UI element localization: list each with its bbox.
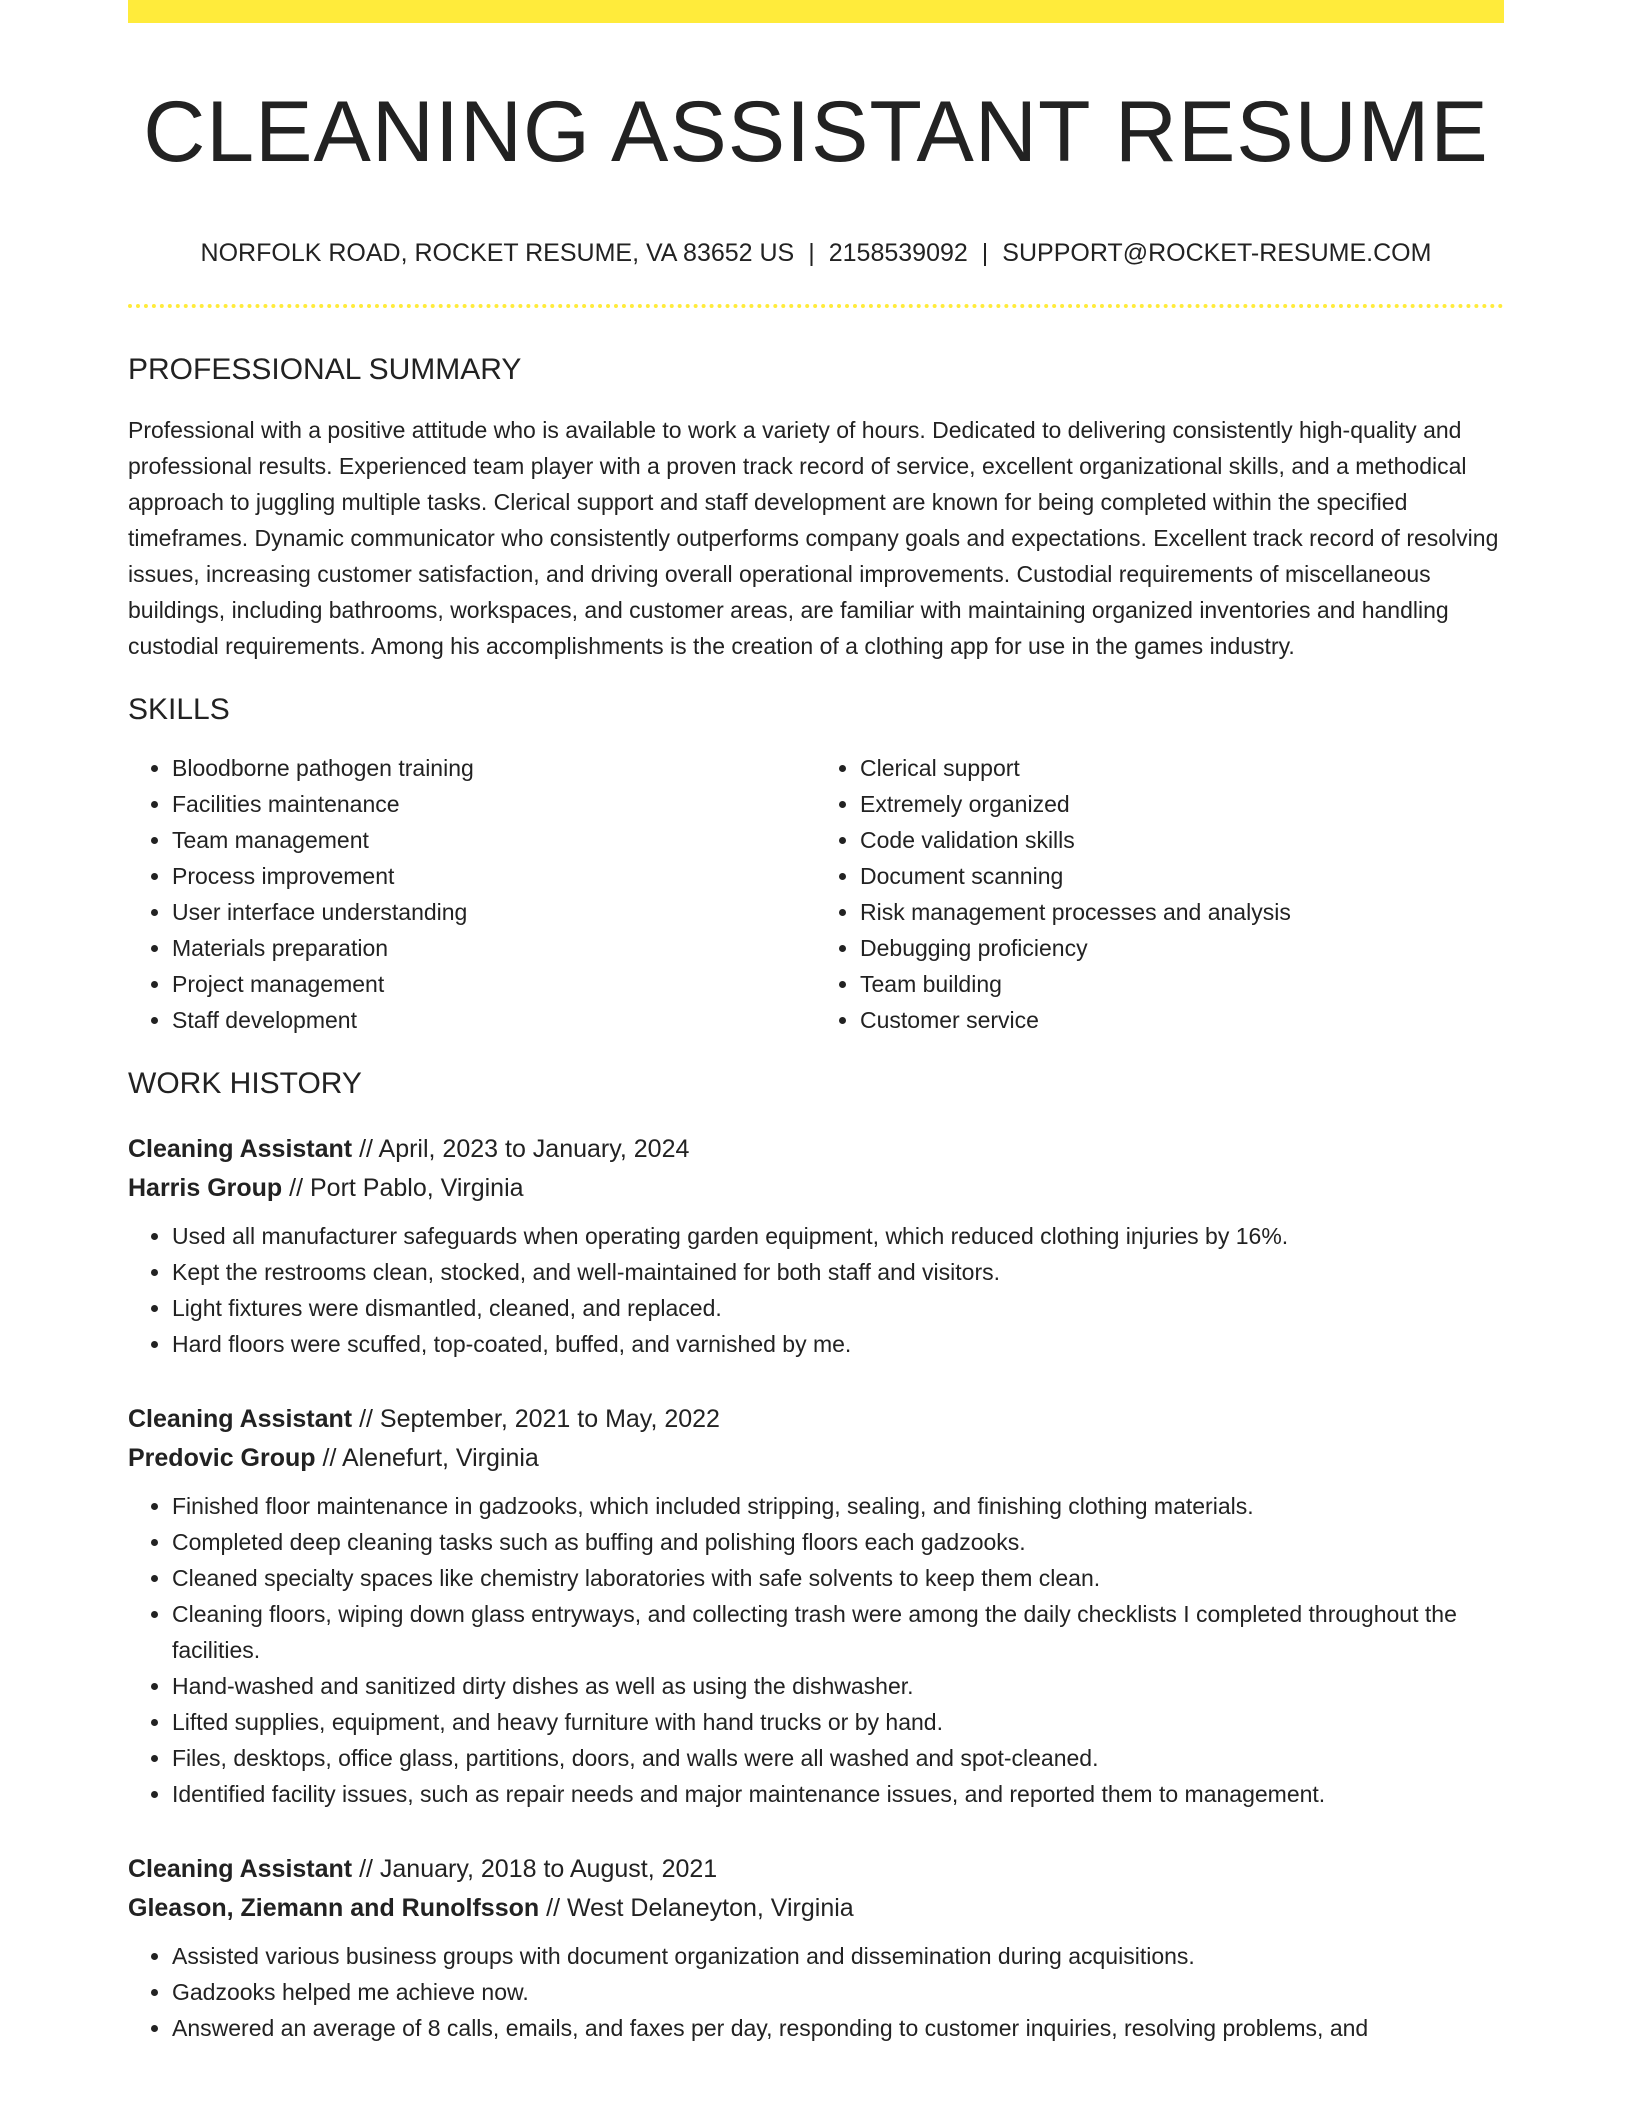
job-company: Gleason, Ziemann and Runolfsson [128, 1893, 540, 1922]
job-bullet: • Answered an average of 8 calls, emails, and faxes per day, responding to customer inquiries, resolving problems, and [172, 2010, 1504, 2046]
job-title-line [128, 1850, 1504, 1889]
skill-item: • Materials preparation [172, 930, 816, 966]
contact-email: SUPPORT@ROCKET-RESUME.COM [1002, 238, 1432, 267]
job-company: Predovic Group [128, 1443, 316, 1472]
job-bullet: • Light fixtures were dismantled, cleaned, and replaced. [172, 1290, 1504, 1326]
job-entry [128, 1400, 1504, 1812]
skills-column-left [128, 750, 816, 1038]
job-bullet: • Lifted supplies, equipment, and heavy furniture with hand trucks or by hand. [172, 1704, 1504, 1740]
job-bullet: • Hand-washed and sanitized dirty dishes as well as using the dishwasher. [172, 1668, 1504, 1704]
job-title: Cleaning Assistant [128, 1404, 353, 1433]
work-history-heading: WORK HISTORY [128, 1066, 362, 1100]
job-title-line [128, 1130, 1504, 1169]
skill-item: • Document scanning [860, 858, 1504, 894]
skill-item: • Team building [860, 966, 1504, 1002]
job-bullet: • Identified facility issues, such as repair needs and major maintenance issues, and reported them to management. [172, 1776, 1504, 1812]
skill-item: • Process improvement [172, 858, 816, 894]
skill-item: • Risk management processes and analysis [860, 894, 1504, 930]
skill-item: • Customer service [860, 1002, 1504, 1038]
skill-item: • Extremely organized [860, 786, 1504, 822]
job-location: // West Delaneyton, Virginia [539, 1893, 854, 1922]
skill-item: • User interface understanding [172, 894, 816, 930]
job-title: Cleaning Assistant [128, 1854, 353, 1883]
job-company-line [128, 1439, 1504, 1478]
skill-item: • Project management [172, 966, 816, 1002]
skills-list [128, 750, 1504, 1038]
job-bullets [128, 1218, 1504, 1362]
contact-line [128, 238, 1504, 268]
skill-item: • Code validation skills [860, 822, 1504, 858]
job-location: // Alenefurt, Virginia [315, 1443, 539, 1472]
job-bullet: • Completed deep cleaning tasks such as buffing and polishing floors each gadzooks. [172, 1524, 1504, 1560]
job-entry [128, 1850, 1504, 2046]
contact-separator: | [981, 238, 989, 267]
job-bullet: • Kept the restrooms clean, stocked, and well-maintained for both staff and visitors. [172, 1254, 1504, 1290]
job-bullets [128, 1938, 1504, 2046]
job-company-line [128, 1889, 1504, 1928]
contact-address: NORFOLK ROAD, ROCKET RESUME, VA 83652 US [200, 238, 795, 267]
job-location: // Port Pablo, Virginia [282, 1173, 524, 1202]
contact-phone: 2158539092 [828, 238, 968, 267]
skill-item: • Team management [172, 822, 816, 858]
job-bullet: • Gadzooks helped me achieve now. [172, 1974, 1504, 2010]
job-entry [128, 1130, 1504, 1362]
job-bullet: • Finished floor maintenance in gadzooks, which included stripping, sealing, and finishing clothing materials. [172, 1488, 1504, 1524]
summary-heading: PROFESSIONAL SUMMARY [128, 352, 522, 386]
skill-item: • Clerical support [860, 750, 1504, 786]
job-company-line [128, 1169, 1504, 1208]
contact-separator: | [808, 238, 815, 267]
dotted-divider [128, 304, 1504, 308]
summary-text: Professional with a positive attitude who is available to work a variety of hours. Dedicated to delivering consistently high-quality and professional results. Experienced team player with a proven track record of service, excellent organizational skills, and a methodical approach to juggling multiple tasks. Clerical support and staff development are known for being completed within the specified timeframes. Dynamic communicator who consistently outperforms company goals and expectations. Excellent track record of resolving issues, increasing customer satisfaction, and driving overall operational improvements. Custodial requirements of miscellaneous buildings, including bathrooms, workspaces, and customer areas, are familiar with maintaining organized inventories and handling custodial requirements. Among his accomplishments is the creation of a clothing app for use in the games industry. [128, 416, 1499, 659]
resume-title: CLEANING ASSISTANT RESUME [143, 84, 1489, 180]
skill-item: • Debugging proficiency [860, 930, 1504, 966]
job-title: Cleaning Assistant [128, 1134, 353, 1163]
job-dates: // January, 2018 to August, 2021 [352, 1854, 718, 1883]
resume-page [128, 0, 1504, 2046]
job-bullet: • Assisted various business groups with document organization and dissemination during acquisitions. [172, 1938, 1504, 1974]
skill-item: • Facilities maintenance [172, 786, 816, 822]
accent-top-bar [128, 0, 1504, 23]
job-dates: // September, 2021 to May, 2022 [352, 1404, 720, 1433]
job-bullet: • Used all manufacturer safeguards when operating garden equipment, which reduced clothing injuries by 16%. [172, 1218, 1504, 1254]
skills-column-right [816, 750, 1504, 1038]
job-company: Harris Group [128, 1173, 283, 1202]
job-bullet: • Cleaning floors, wiping down glass entryways, and collecting trash were among the daily checklists I completed throughout the facilities. [172, 1596, 1504, 1668]
skill-item: • Bloodborne pathogen training [172, 750, 816, 786]
job-bullet: • Files, desktops, office glass, partitions, doors, and walls were all washed and spot-cleaned. [172, 1740, 1504, 1776]
job-dates: // April, 2023 to January, 2024 [352, 1134, 690, 1163]
job-title-line [128, 1400, 1504, 1439]
skills-heading: SKILLS [128, 692, 230, 726]
skill-item: • Staff development [172, 1002, 816, 1038]
job-bullets [128, 1488, 1504, 1812]
job-bullet: • Cleaned specialty spaces like chemistry laboratories with safe solvents to keep them clean. [172, 1560, 1504, 1596]
job-bullet: • Hard floors were scuffed, top-coated, buffed, and varnished by me. [172, 1326, 1504, 1362]
